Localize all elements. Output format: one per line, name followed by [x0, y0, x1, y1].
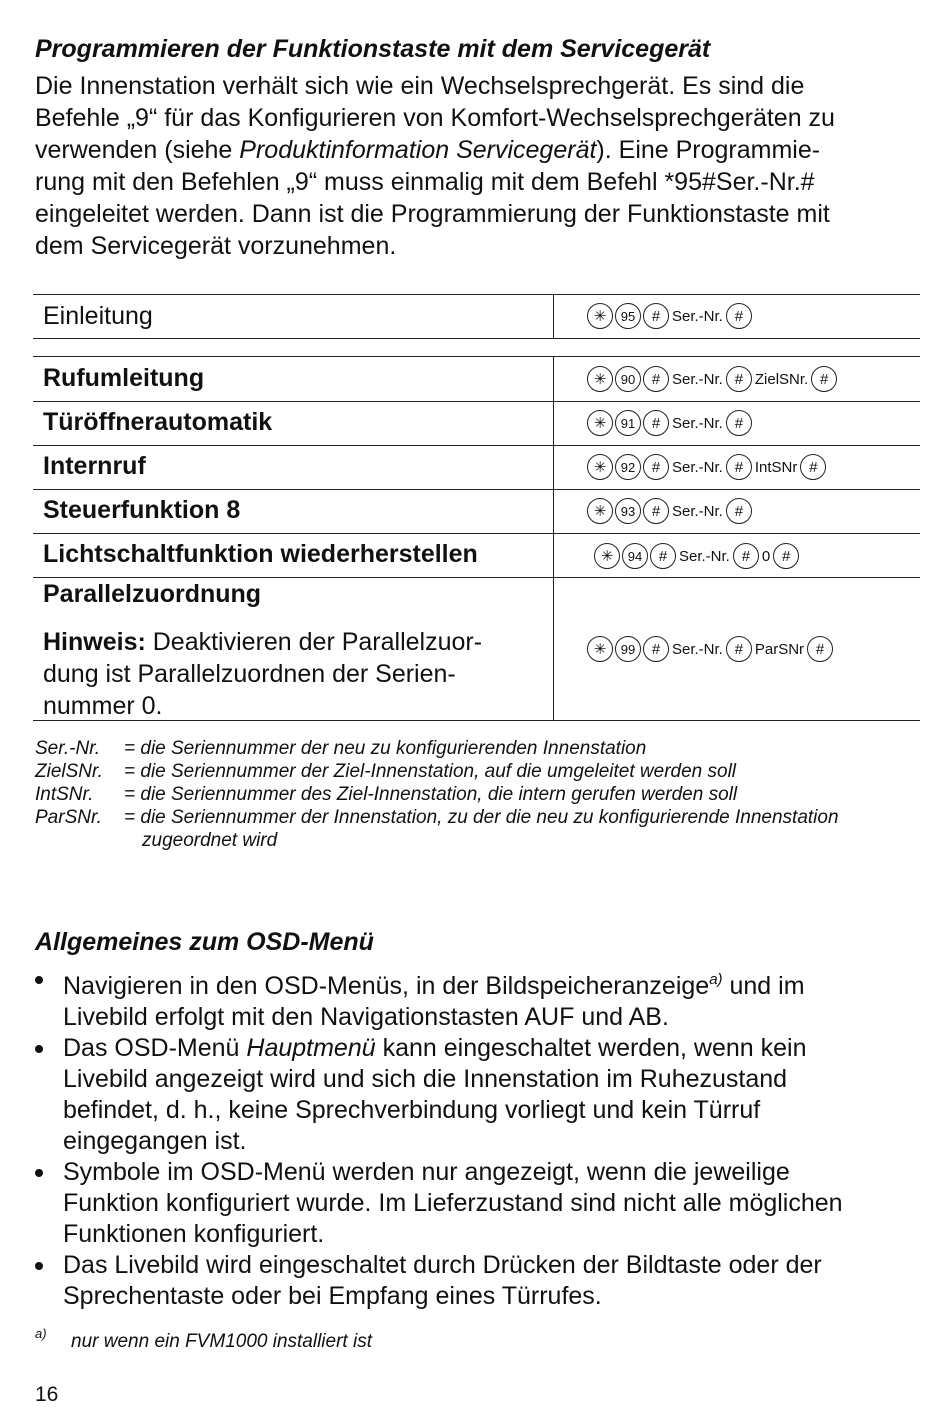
hint-text — [43, 626, 482, 722]
legend-item — [35, 783, 839, 806]
para-line — [35, 134, 935, 166]
legend-text: = die Seriennummer der Innenstation, zu der die neu zu konfigurierende Innenstation — [124, 807, 839, 828]
table-rule — [33, 445, 920, 446]
bullet-line: Livebild angezeigt wird und sich die Innenstation im Ruhezustand — [63, 1065, 788, 1093]
code-92-key: 92 — [615, 454, 641, 480]
abbreviation-legend — [35, 737, 839, 852]
hash-key-icon: # — [643, 454, 669, 480]
hash-key-icon: # — [811, 366, 837, 392]
bullet-line — [63, 964, 915, 1002]
table-rule — [33, 356, 920, 357]
zero-token: 0 — [761, 547, 771, 565]
intro-paragraph — [35, 70, 935, 262]
legend-item — [35, 806, 839, 829]
legend-text: = die Seriennummer des Ziel-Innenstation, die intern gerufen werden soll — [124, 784, 738, 805]
parallel-serial-token: ParSNr — [754, 640, 805, 658]
bullet-line: Symbole im OSD-Menü werden nur angezeigt, wenn die jeweilige — [63, 1158, 790, 1186]
bullet-line: eingegangen ist. — [63, 1127, 247, 1155]
hash-key-icon: # — [726, 303, 752, 329]
footnote-text: nur wenn ein FVM1000 installiert ist — [71, 1331, 372, 1352]
star-key-icon: ✳ — [587, 303, 613, 329]
bullet-line: befindet, d. h., keine Sprechverbindung vorliegt und kein Türruf — [63, 1096, 761, 1124]
bullet-text: und im — [722, 972, 805, 1000]
serial-number-token: Ser.-Nr. — [672, 502, 723, 520]
table-row-label: Lichtschaltfunktion wiederherstellen — [43, 540, 478, 568]
code-99-key: 99 — [615, 636, 641, 662]
hash-key-icon: # — [726, 366, 752, 392]
star-key-icon: ✳ — [587, 410, 613, 436]
bullet-line: Funktion konfiguriert wurde. Im Lieferzustand sind nicht alle möglichen — [63, 1189, 843, 1217]
hash-key-icon: # — [643, 303, 669, 329]
bullet-icon — [35, 1169, 43, 1177]
serial-number-token: Ser.-Nr. — [679, 547, 730, 565]
table-rule — [33, 533, 920, 534]
bullet-line: Sprechentaste oder bei Empfang eines Türrufes. — [63, 1282, 602, 1310]
star-key-icon: ✳ — [587, 498, 613, 524]
hint-line: dung ist Parallelzuordnen der Serien- — [43, 660, 456, 688]
bullet-line: Funktionen konfiguriert. — [63, 1220, 325, 1248]
hash-key-icon: # — [650, 543, 676, 569]
list-item — [35, 1157, 915, 1250]
footnote-marker: a) — [709, 971, 723, 988]
page-number: 16 — [35, 1383, 59, 1406]
hint-line-text: Deaktivieren der Parallelzuor- — [145, 628, 483, 656]
hash-key-icon: # — [643, 366, 669, 392]
table-rule — [33, 577, 920, 578]
bullet-line: Das Livebild wird eingeschaltet durch Drücken der Bildtaste oder der — [63, 1251, 822, 1279]
command-sequence-intro — [587, 302, 752, 330]
command-sequence-rufumleitung — [587, 365, 837, 393]
hint-line — [43, 626, 482, 658]
footnote-mark: a) — [35, 1326, 47, 1341]
para-line: rung mit den Befehlen „9“ muss einmalig mit dem Befehl *95#Ser.-Nr.# — [35, 168, 815, 196]
legend-key: ParSNr. — [35, 807, 102, 828]
bullet-icon — [35, 976, 43, 984]
hash-key-icon: # — [726, 454, 752, 480]
table-row-label: Parallelzuordnung — [43, 580, 262, 608]
legend-key: Ser.-Nr. — [35, 738, 101, 759]
hash-key-icon: # — [643, 498, 669, 524]
para-line: eingeleitet werden. Dann ist die Programmierung der Funktionstaste mit — [35, 200, 830, 228]
para-line: Befehle „9“ für das Konfigurieren von Komfort-Wechselsprechgeräten zu — [35, 104, 835, 132]
legend-text: = die Seriennummer der neu zu konfigurierenden Innenstation — [124, 738, 647, 759]
osd-bullet-list — [35, 964, 915, 1312]
bullet-text: Navigieren in den OSD-Menüs, in der Bildspeicheranzeige — [63, 972, 710, 1000]
table-row-label: Internruf — [43, 452, 146, 480]
command-sequence-tueroeffner — [587, 409, 752, 437]
para-text: ). Eine Programmie- — [596, 136, 821, 164]
product-info-reference: Produktinformation Servicegerät — [239, 136, 597, 164]
star-key-icon: ✳ — [587, 636, 613, 662]
section-heading-osd: Allgemeines zum OSD-Menü — [35, 928, 374, 956]
legend-item — [35, 760, 839, 783]
hash-key-icon: # — [643, 410, 669, 436]
hint-label: Hinweis: — [43, 628, 146, 656]
command-sequence-steuerfunktion — [587, 497, 752, 525]
bullet-line: Livebild erfolgt mit den Navigationstasten AUF und AB. — [63, 1003, 669, 1031]
serial-number-token: Ser.-Nr. — [672, 370, 723, 388]
serial-number-token: Ser.-Nr. — [672, 414, 723, 432]
code-95-key: 95 — [615, 303, 641, 329]
para-line: Die Innenstation verhält sich wie ein Wechselsprechgerät. Es sind die — [35, 72, 805, 100]
section-heading-programming: Programmieren der Funktionstaste mit dem Servicegerät — [35, 35, 711, 63]
legend-text: = die Seriennummer der Ziel-Innenstation, auf die umgeleitet werden soll — [124, 761, 737, 782]
table-divider — [553, 356, 554, 720]
code-94-key: 94 — [622, 543, 648, 569]
code-93-key: 93 — [615, 498, 641, 524]
hash-key-icon: # — [773, 543, 799, 569]
legend-key: ZielSNr. — [35, 761, 103, 782]
table-row-label: Rufumleitung — [43, 364, 205, 392]
code-91-key: 91 — [615, 410, 641, 436]
list-item — [35, 1250, 915, 1312]
hash-key-icon: # — [726, 498, 752, 524]
serial-number-token: Ser.-Nr. — [672, 458, 723, 476]
table-row-label: Türöffnerautomatik — [43, 408, 273, 436]
bullet-text: kann eingeschaltet werden, wenn kein — [375, 1034, 807, 1062]
para-line: dem Servicegerät vorzunehmen. — [35, 232, 397, 260]
para-text: verwenden (siehe — [35, 136, 240, 164]
table-row-label-intro: Einleitung — [43, 302, 153, 330]
bullet-text: Das OSD-Menü — [63, 1034, 247, 1062]
target-serial-token: ZielSNr. — [754, 370, 809, 388]
list-item — [35, 964, 915, 1033]
command-sequence-parallel — [587, 635, 833, 663]
main-menu-term: Hauptmenü — [246, 1034, 376, 1062]
code-90-key: 90 — [615, 366, 641, 392]
legend-item — [35, 829, 839, 852]
serial-number-token: Ser.-Nr. — [672, 307, 723, 325]
table-rule — [33, 489, 920, 490]
bullet-icon — [35, 1262, 43, 1270]
bullet-icon — [35, 1045, 43, 1053]
hash-key-icon: # — [643, 636, 669, 662]
table-rule — [33, 294, 920, 295]
command-sequence-licht — [594, 542, 799, 570]
star-key-icon: ✳ — [587, 366, 613, 392]
serial-number-token: Ser.-Nr. — [672, 640, 723, 658]
legend-item — [35, 737, 839, 760]
list-item — [35, 1033, 915, 1157]
hash-key-icon: # — [807, 636, 833, 662]
hash-key-icon: # — [733, 543, 759, 569]
hash-key-icon: # — [726, 410, 752, 436]
hint-line: nummer 0. — [43, 692, 163, 720]
table-divider — [553, 294, 554, 338]
table-row-label: Steuerfunktion 8 — [43, 496, 241, 524]
bullet-line — [63, 1033, 915, 1064]
star-key-icon: ✳ — [594, 543, 620, 569]
legend-text: zugeordnet wird — [142, 830, 278, 851]
hash-key-icon: # — [800, 454, 826, 480]
legend-key: IntSNr. — [35, 784, 94, 805]
table-rule — [33, 401, 920, 402]
command-sequence-internruf — [587, 453, 826, 481]
table-rule — [33, 338, 920, 339]
star-key-icon: ✳ — [587, 454, 613, 480]
internal-serial-token: IntSNr — [754, 458, 798, 476]
hash-key-icon: # — [726, 636, 752, 662]
